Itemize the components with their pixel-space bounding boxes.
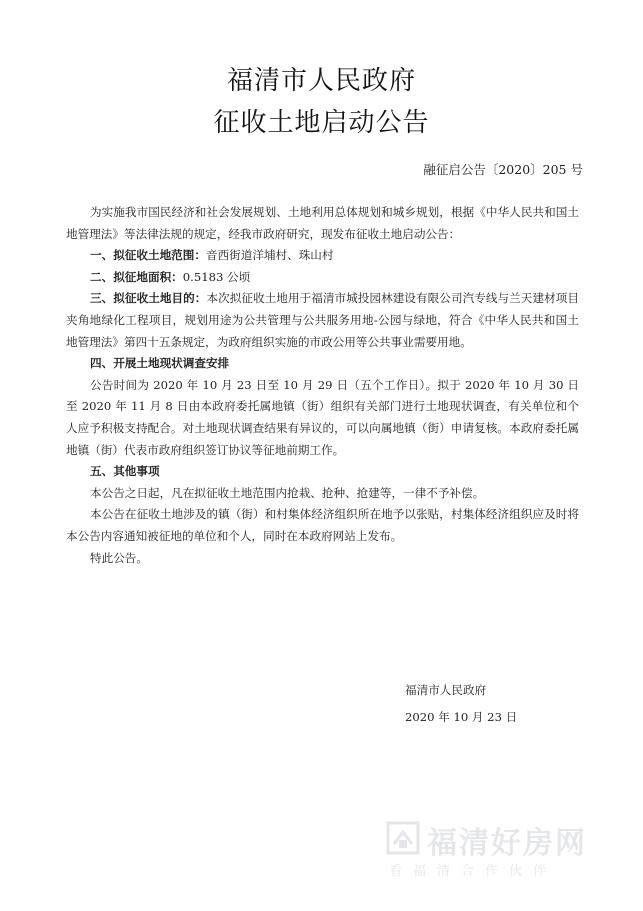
closing-text: 特此公告。 bbox=[90, 550, 148, 565]
section-1-text: 音西街道洋埔村、珠山村 bbox=[205, 248, 334, 263]
watermark-slogan: 看福清合作伙伴 bbox=[389, 864, 558, 879]
section-4-heading: 四、开展土地现状调查安排 bbox=[90, 356, 230, 371]
section-2 bbox=[66, 267, 579, 289]
section-2-heading: 二、拟征地面积： bbox=[90, 269, 183, 284]
watermark bbox=[385, 818, 625, 880]
notice-title-line2: 征收土地启动公告 bbox=[213, 108, 430, 138]
intro-paragraph: 为实施我市国民经济和社会发展规划、土地利用总体规划和城乡规划，根据《中华人民共和国土地管理法》等法律法规的规定，经我市政府研究，现发布征收土地启动公告： bbox=[66, 205, 579, 241]
section-5-heading-line bbox=[66, 461, 579, 483]
section-4-text: 公告时间为 2020 年 10 月 23 日至 10 月 29 日（五个工作日）。拟于 2020 年 10 月 30 日至 2020 年 11 月 8 日由本政府委托属地镇（街）组织有关部门进行土地现状调查，有关单位和个人应予积极支持配合。对土地现状调查结果有异议的，可以向属地镇（街）申请复核。本政府委托属地镇（街）代表市政府组织签订协议等征地前期工作。 bbox=[66, 377, 579, 457]
section-2-text: 0.5183 公顷 bbox=[182, 269, 251, 284]
section-3-text: 本次拟征收土地用于福清市城投园林建设有限公司汽专线与兰天建材项目夹角地绿化工程项目，规划用途为公共管理与公共服务用地-公园与绿地，符合《中华人民共和国土地管理法》第四十五条规定，为政府组织实施的市政公用等公共事业需要用地。 bbox=[66, 291, 579, 349]
section-5-heading: 五、其他事项 bbox=[90, 464, 160, 479]
section-1-heading: 一、拟征收土地范围： bbox=[90, 248, 206, 263]
section-5-text-1: 本公告之日起，凡在拟征收土地范围内抢栽、抢种、抢建等，一律不予补偿。 bbox=[90, 485, 485, 500]
notice-body bbox=[66, 202, 579, 569]
section-3 bbox=[66, 288, 579, 353]
notice-title-line1: 福清市人民政府 bbox=[226, 66, 416, 96]
section-1 bbox=[66, 245, 579, 267]
document-number: 融征启公告〔2020〕205 号 bbox=[423, 162, 583, 177]
signature-date: 2020 年 10 月 23 日 bbox=[405, 710, 518, 724]
section-4-heading-line bbox=[66, 353, 579, 375]
section-5-text-2: 本公告在征收土地涉及的镇（街）和村集体经济组织所在地予以张贴，村集体经济组织应及时将本公告内容通知被征地的单位和个人，同时在本政府网站上发布。 bbox=[66, 507, 579, 543]
section-3-heading: 三、拟征收土地目的： bbox=[90, 291, 207, 306]
watermark-logo-icon bbox=[385, 820, 421, 856]
watermark-brand: 福清好房网 bbox=[427, 826, 587, 861]
signature-org: 福清市人民政府 bbox=[405, 683, 487, 697]
